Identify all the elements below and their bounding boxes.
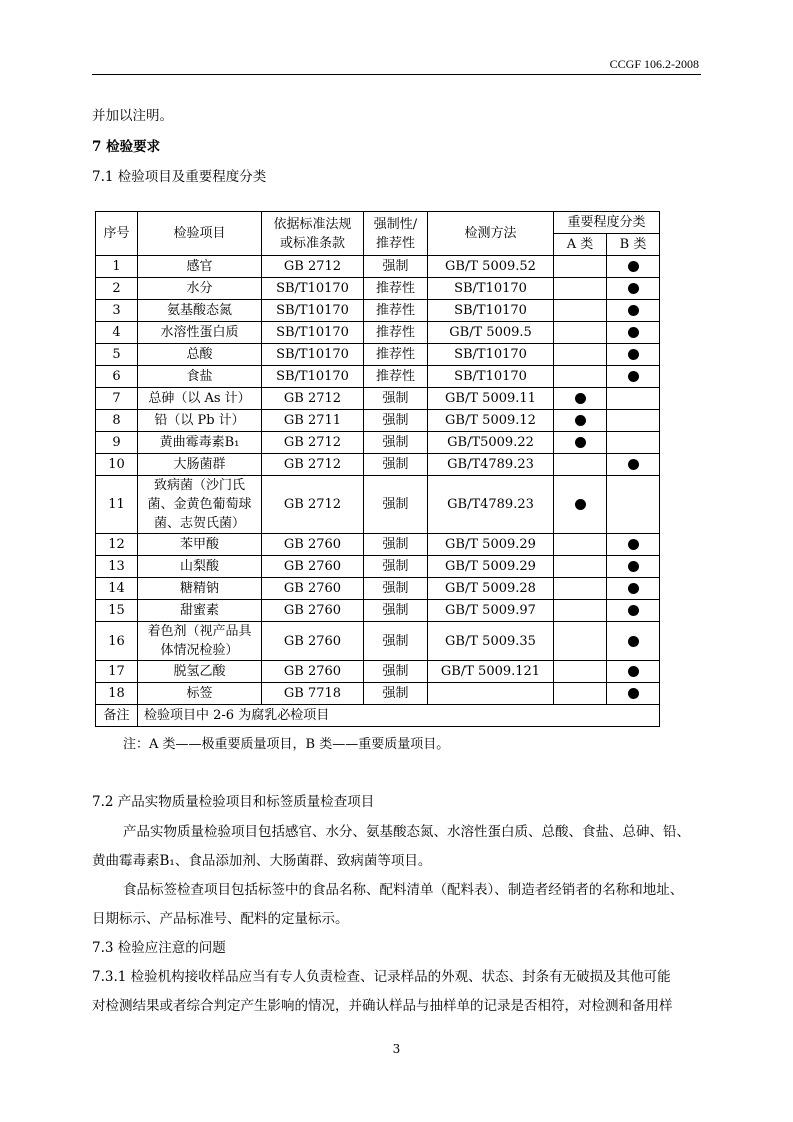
- row-class-a: [554, 410, 607, 432]
- importance-dot-icon: [628, 583, 639, 594]
- row-class-b: [607, 366, 660, 388]
- row-no: 2: [96, 278, 138, 300]
- row-mandatory: 强制: [364, 256, 428, 278]
- table-note: 注：A 类——极重要质量项目，B 类——重要质量项目。: [123, 737, 450, 752]
- table-row: [96, 344, 660, 366]
- importance-dot-icon: [628, 261, 639, 272]
- table-row: [96, 322, 660, 344]
- row-no: 11: [96, 476, 138, 534]
- section-7-2-p2-line1: 食品标签检查项目包括标签中的食品名称、配料清单（配料表）、制造者经销者的名称和地址、: [123, 882, 684, 898]
- row-method: GB/T 5009.29: [428, 534, 554, 556]
- table-row: [96, 366, 660, 388]
- importance-dot-icon: [628, 305, 639, 316]
- row-class-a: [554, 556, 607, 578]
- row-class-a: [554, 300, 607, 322]
- row-method: SB/T10170: [428, 300, 554, 322]
- row-item: 苯甲酸: [138, 534, 262, 556]
- row-item: 感官: [138, 256, 262, 278]
- table-row: [96, 622, 660, 661]
- row-class-b: [607, 454, 660, 476]
- row-standard: SB/T10170: [262, 322, 364, 344]
- row-class-a: [554, 454, 607, 476]
- row-mandatory: 推荐性: [364, 344, 428, 366]
- row-class-a: [554, 366, 607, 388]
- row-method: [428, 683, 554, 705]
- row-class-b: [607, 534, 660, 556]
- table-row: [96, 578, 660, 600]
- header-standard: 依据标准法规或标准条款: [262, 212, 364, 256]
- row-class-a: [554, 388, 607, 410]
- row-mandatory: 强制: [364, 683, 428, 705]
- row-method: GB/T 5009.29: [428, 556, 554, 578]
- row-class-b: [607, 556, 660, 578]
- importance-dot-icon: [575, 415, 586, 426]
- section-7-1-title: 7.1 检验项目及重要程度分类: [92, 169, 267, 185]
- row-no: 16: [96, 622, 138, 661]
- row-class-a: [554, 661, 607, 683]
- row-no: 3: [96, 300, 138, 322]
- row-method: SB/T10170: [428, 278, 554, 300]
- row-mandatory: 推荐性: [364, 322, 428, 344]
- header-no: 序号: [96, 212, 138, 256]
- row-item: 糖精钠: [138, 578, 262, 600]
- page-number: 3: [392, 1042, 401, 1056]
- row-standard: GB 2760: [262, 534, 364, 556]
- row-mandatory: 强制: [364, 432, 428, 454]
- row-standard: SB/T10170: [262, 300, 364, 322]
- header-class-b: B 类: [607, 234, 660, 256]
- row-no: 14: [96, 578, 138, 600]
- header-method: 检测方法: [428, 212, 554, 256]
- row-class-b: [607, 432, 660, 454]
- table-row: [96, 556, 660, 578]
- row-standard: GB 7718: [262, 683, 364, 705]
- row-no: 15: [96, 600, 138, 622]
- row-standard: GB 2712: [262, 476, 364, 534]
- importance-dot-icon: [628, 636, 639, 647]
- row-item: 标签: [138, 683, 262, 705]
- row-standard: GB 2711: [262, 410, 364, 432]
- row-class-b: [607, 410, 660, 432]
- row-standard: SB/T10170: [262, 366, 364, 388]
- row-item: 黄曲霉毒素B₁: [138, 432, 262, 454]
- row-item: 着色剂（视产品具体情况检验）: [138, 622, 262, 661]
- row-no: 13: [96, 556, 138, 578]
- importance-dot-icon: [628, 371, 639, 382]
- intro-tail: 并加以注明。: [92, 108, 173, 124]
- row-class-a: [554, 683, 607, 705]
- row-mandatory: 强制: [364, 600, 428, 622]
- row-method: GB/T 5009.12: [428, 410, 554, 432]
- row-class-b: [607, 388, 660, 410]
- row-standard: GB 2712: [262, 432, 364, 454]
- table-row: [96, 278, 660, 300]
- row-class-b: [607, 578, 660, 600]
- row-method: GB/T 5009.35: [428, 622, 554, 661]
- row-item: 总酸: [138, 344, 262, 366]
- table-row: [96, 476, 660, 534]
- row-item: 脱氢乙酸: [138, 661, 262, 683]
- row-class-b: [607, 256, 660, 278]
- row-item: 氨基酸态氮: [138, 300, 262, 322]
- row-class-a: [554, 600, 607, 622]
- row-mandatory: 强制: [364, 661, 428, 683]
- importance-dot-icon: [628, 688, 639, 699]
- importance-dot-icon: [628, 605, 639, 616]
- row-class-b: [607, 476, 660, 534]
- table-row: [96, 410, 660, 432]
- row-method: GB/T 5009.5: [428, 322, 554, 344]
- row-standard: GB 2712: [262, 388, 364, 410]
- table-row: [96, 600, 660, 622]
- header-item: 检验项目: [138, 212, 262, 256]
- row-item: 山梨酸: [138, 556, 262, 578]
- row-standard: GB 2760: [262, 622, 364, 661]
- row-method: GB/T 5009.52: [428, 256, 554, 278]
- row-item: 水分: [138, 278, 262, 300]
- remark-label: 备注: [96, 705, 138, 727]
- row-mandatory: 强制: [364, 476, 428, 534]
- row-no: 1: [96, 256, 138, 278]
- importance-dot-icon: [628, 283, 639, 294]
- row-class-b: [607, 622, 660, 661]
- section-7-2-p2-line2: 日期标示、产品标准号、配料的定量标示。: [92, 911, 349, 927]
- importance-dot-icon: [628, 666, 639, 677]
- row-mandatory: 强制: [364, 388, 428, 410]
- row-standard: GB 2760: [262, 556, 364, 578]
- importance-dot-icon: [575, 499, 586, 510]
- row-no: 18: [96, 683, 138, 705]
- row-method: GB/T5009.22: [428, 432, 554, 454]
- importance-dot-icon: [628, 539, 639, 550]
- row-class-b: [607, 322, 660, 344]
- doc-code: CCGF 106.2-2008: [609, 57, 699, 71]
- row-no: 7: [96, 388, 138, 410]
- section-7-3-p1-line1: 7.3.1 检验机构接收样品应当有专人负责检查、记录样品的外观、状态、封条有无破损及其他可能: [92, 969, 671, 985]
- row-class-a: [554, 534, 607, 556]
- importance-dot-icon: [628, 349, 639, 360]
- importance-dot-icon: [628, 561, 639, 572]
- row-class-b: [607, 278, 660, 300]
- row-mandatory: 强制: [364, 534, 428, 556]
- section-7-2-title: 7.2 产品实物质量检验项目和标签质量检查项目: [92, 794, 375, 810]
- row-no: 10: [96, 454, 138, 476]
- row-method: SB/T10170: [428, 344, 554, 366]
- table-row: [96, 256, 660, 278]
- row-method: GB/T 5009.97: [428, 600, 554, 622]
- row-mandatory: 强制: [364, 454, 428, 476]
- row-mandatory: 强制: [364, 578, 428, 600]
- row-standard: GB 2760: [262, 661, 364, 683]
- row-no: 6: [96, 366, 138, 388]
- row-item: 甜蜜素: [138, 600, 262, 622]
- row-method: GB/T 5009.28: [428, 578, 554, 600]
- row-method: GB/T4789.23: [428, 454, 554, 476]
- row-item: 大肠菌群: [138, 454, 262, 476]
- row-mandatory: 强制: [364, 622, 428, 661]
- section-7-3-title: 7.3 检验应注意的问题: [92, 940, 226, 956]
- row-class-a: [554, 476, 607, 534]
- row-class-a: [554, 578, 607, 600]
- row-mandatory: 推荐性: [364, 366, 428, 388]
- row-mandatory: 强制: [364, 556, 428, 578]
- table-row: [96, 300, 660, 322]
- table-row: [96, 454, 660, 476]
- row-standard: GB 2712: [262, 256, 364, 278]
- row-class-a: [554, 278, 607, 300]
- row-method: GB/T4789.23: [428, 476, 554, 534]
- remark-text: 检验项目中 2-6 为腐乳必检项目: [138, 705, 660, 727]
- row-no: 9: [96, 432, 138, 454]
- row-class-b: [607, 661, 660, 683]
- section-7-title: 7 检验要求: [92, 139, 161, 155]
- row-no: 12: [96, 534, 138, 556]
- importance-dot-icon: [628, 459, 639, 470]
- row-no: 8: [96, 410, 138, 432]
- row-mandatory: 强制: [364, 410, 428, 432]
- inspection-items-table: [95, 211, 660, 727]
- row-class-a: [554, 344, 607, 366]
- table-row: [96, 388, 660, 410]
- section-7-3-p1-line2: 对检测结果或者综合判定产生影响的情况，并确认样品与抽样单的记录是否相符，对检测和备用样: [92, 998, 673, 1014]
- row-class-a: [554, 322, 607, 344]
- row-mandatory: 推荐性: [364, 300, 428, 322]
- page-header: [92, 57, 701, 75]
- importance-dot-icon: [575, 437, 586, 448]
- row-item: 水溶性蛋白质: [138, 322, 262, 344]
- row-item: 总砷（以 As 计）: [138, 388, 262, 410]
- table-row: [96, 534, 660, 556]
- row-item: 致病菌（沙门氏菌、金黄色葡萄球菌、志贺氏菌）: [138, 476, 262, 534]
- row-mandatory: 推荐性: [364, 278, 428, 300]
- importance-dot-icon: [575, 393, 586, 404]
- row-item: 食盐: [138, 366, 262, 388]
- section-7-2-p1-line2: 黄曲霉毒素B₁、食品添加剂、大肠菌群、致病菌等项目。: [92, 853, 432, 869]
- header-mandatory: 强制性/推荐性: [364, 212, 428, 256]
- row-class-b: [607, 600, 660, 622]
- row-standard: GB 2760: [262, 578, 364, 600]
- row-class-a: [554, 256, 607, 278]
- row-class-a: [554, 432, 607, 454]
- row-standard: SB/T10170: [262, 278, 364, 300]
- row-class-b: [607, 300, 660, 322]
- row-method: SB/T10170: [428, 366, 554, 388]
- importance-dot-icon: [628, 327, 639, 338]
- row-item: 铅（以 Pb 计）: [138, 410, 262, 432]
- header-importance: 重要程度分类: [554, 212, 660, 234]
- row-class-b: [607, 683, 660, 705]
- row-no: 5: [96, 344, 138, 366]
- table-row: [96, 432, 660, 454]
- row-class-a: [554, 622, 607, 661]
- row-method: GB/T 5009.121: [428, 661, 554, 683]
- table-row: [96, 661, 660, 683]
- row-standard: GB 2712: [262, 454, 364, 476]
- row-class-b: [607, 344, 660, 366]
- row-standard: SB/T10170: [262, 344, 364, 366]
- row-standard: GB 2760: [262, 600, 364, 622]
- row-no: 4: [96, 322, 138, 344]
- header-class-a: A 类: [554, 234, 607, 256]
- section-7-2-p1-line1: 产品实物质量检验项目包括感官、水分、氨基酸态氮、水溶性蛋白质、总酸、食盐、总砷、铅、: [123, 824, 690, 840]
- row-method: GB/T 5009.11: [428, 388, 554, 410]
- row-no: 17: [96, 661, 138, 683]
- table-row: [96, 683, 660, 705]
